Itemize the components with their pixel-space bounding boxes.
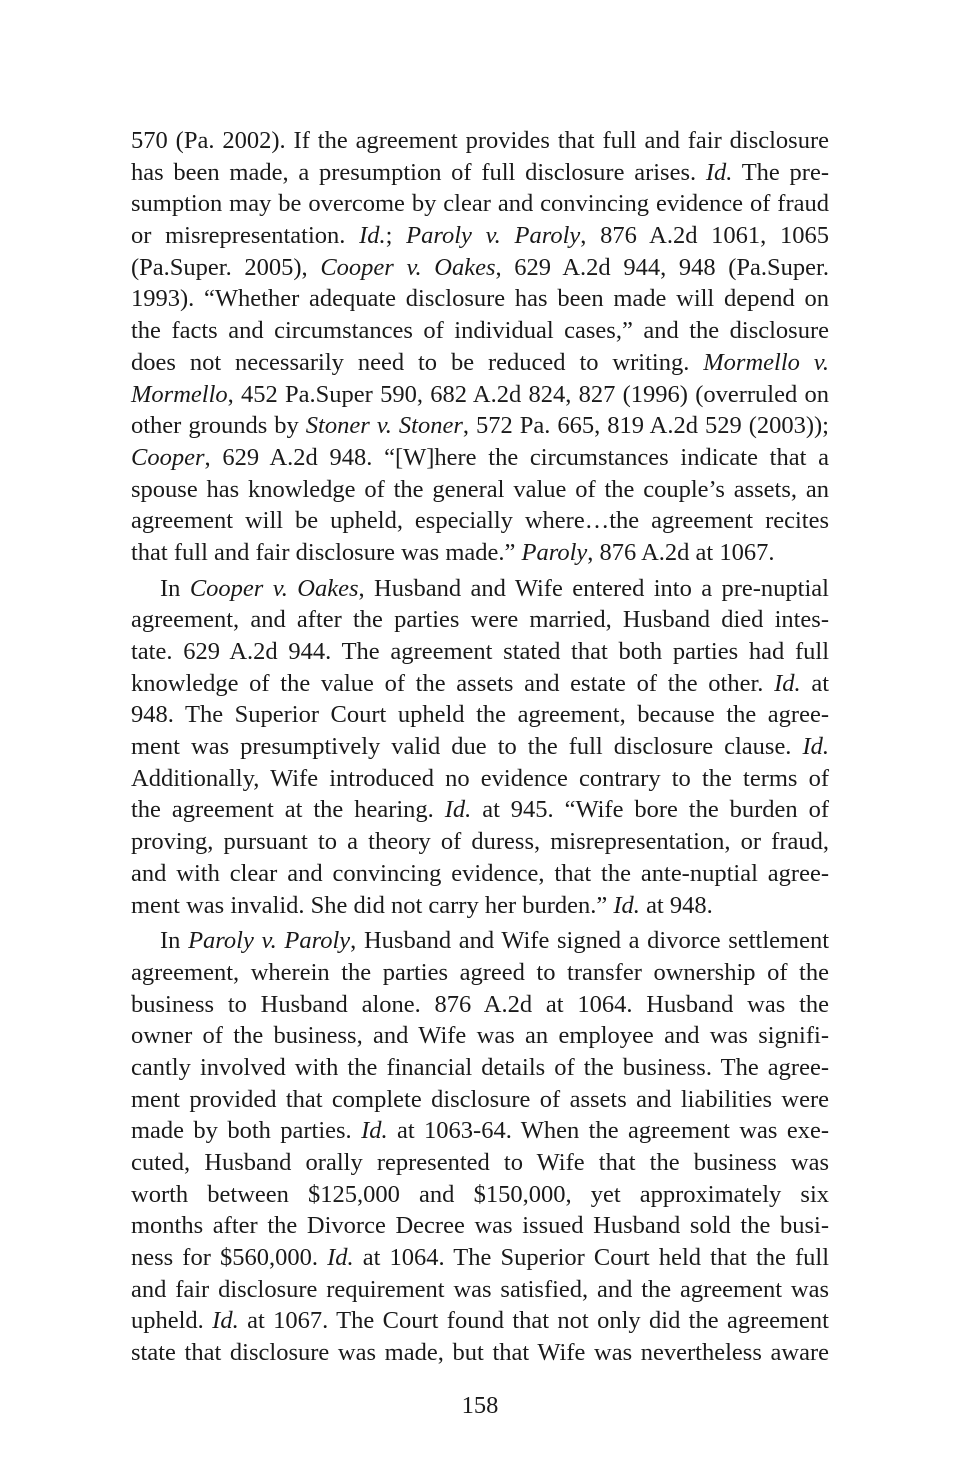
text-line — [131, 699, 829, 731]
text-run: worth between $125,000 and $150,000, yet approximately six — [131, 1180, 829, 1208]
text-run: at 1064. The Superior Court held that the full — [353, 1244, 829, 1272]
paragraph-container — [131, 125, 829, 1369]
text-line — [131, 1020, 829, 1052]
text-run: and fair disclosure requirement was satisfied, and the agreement was — [131, 1275, 829, 1303]
text-line — [131, 1242, 829, 1274]
citation-italic: Id. — [444, 796, 472, 824]
text-run: The pre- — [732, 158, 829, 186]
text-line — [131, 1210, 829, 1242]
text-run: ness for $560,000. — [131, 1244, 328, 1272]
text-run: that full and fair disclosure was made.” — [131, 538, 522, 566]
citation-italic: Cooper v. Oakes — [320, 253, 496, 281]
text-run: Additionally, Wife introduced no evidence contrary to the terms of — [131, 764, 829, 792]
text-line — [131, 220, 829, 252]
text-line — [131, 763, 829, 795]
text-line — [131, 731, 829, 763]
text-line — [131, 1115, 829, 1147]
text-line — [131, 794, 829, 826]
text-run: made by both parties. — [131, 1117, 362, 1145]
text-line — [131, 989, 829, 1021]
text-run: months after the Divorce Decree was issued Husband sold the busi- — [131, 1212, 829, 1240]
text-line — [131, 315, 829, 347]
text-run: , Husband and Wife signed a divorce settlement — [350, 927, 830, 955]
text-line — [131, 1305, 829, 1337]
text-run: at 948. — [639, 891, 713, 919]
text-line — [131, 474, 829, 506]
text-run: at 945. “Wife bore the burden of — [471, 796, 829, 824]
text-run: agreement, and after the parties were married, Husband died intes- — [131, 606, 829, 634]
text-line — [131, 668, 829, 700]
text-run: , 572 Pa. 665, 819 A.2d 529 (2003)); — [462, 412, 829, 440]
text-run: In — [160, 574, 190, 602]
text-run: at 1067. The Court found that not only did the agreement — [238, 1307, 829, 1335]
text-run: ; — [385, 222, 407, 250]
text-run: business to Husband alone. 876 A.2d at 1064. Husband was the — [131, 990, 829, 1018]
text-run: , 452 Pa.Super 590, 682 A.2d 824, 827 (1996) (overruled on — [227, 380, 829, 408]
text-line — [131, 410, 829, 442]
citation-italic: Stoner v. Stoner — [305, 412, 463, 440]
citation-italic: Id. — [327, 1244, 354, 1272]
text-run: In — [160, 927, 189, 955]
text-line — [131, 505, 829, 537]
text-line — [131, 1147, 829, 1179]
text-run: ment was presumptively valid due to the full disclosure clause. — [131, 733, 803, 761]
text-run: state that disclosure was made, but that Wife was nevertheless aware — [131, 1339, 829, 1367]
text-line — [131, 890, 829, 922]
text-line — [131, 188, 829, 220]
citation-italic: Id. — [212, 1307, 239, 1335]
citation-italic: Id. — [359, 222, 386, 250]
text-run: tate. 629 A.2d 944. The agreement stated that both parties had full — [131, 638, 829, 665]
text-run: cantly involved with the financial details of the business. The agree- — [131, 1053, 829, 1081]
citation-italic: Id. — [705, 158, 733, 186]
text-run: and with clear and convincing evidence, that the ante-nuptial agree- — [131, 859, 829, 887]
text-line — [131, 826, 829, 858]
text-run: ment was invalid. She did not carry her burden.” — [131, 891, 614, 919]
text-run: upheld. — [131, 1307, 213, 1335]
text-line — [131, 858, 829, 890]
page-number: 158 — [461, 1392, 499, 1419]
text-line — [131, 1084, 829, 1116]
text-run: cuted, Husband orally represented to Wife that the business was — [131, 1149, 829, 1176]
text-run: , 876 A.2d at 1067. — [587, 538, 775, 566]
text-run: 948. The Superior Court upheld the agreement, because the agree- — [131, 701, 829, 729]
document-body — [131, 125, 829, 1369]
text-run: does not necessarily need to be reduced to writing. — [131, 348, 704, 376]
citation-italic: Paroly v. Paroly — [406, 222, 581, 250]
text-line — [131, 1337, 829, 1369]
text-run: , 629 A.2d 944, 948 (Pa.Super. — [495, 253, 829, 281]
text-run: proving, pursuant to a theory of duress, misrepresentation, or fraud, — [131, 828, 829, 856]
text-run: other grounds by — [131, 412, 306, 440]
text-line — [131, 283, 829, 315]
text-line — [131, 252, 829, 284]
citation-italic: Id. — [774, 669, 801, 697]
text-line — [131, 573, 829, 605]
text-run: 570 (Pa. 2002). If the agreement provides that full and fair disclosure — [131, 127, 829, 154]
citation-italic: Cooper v. Oakes — [189, 574, 359, 602]
text-run: agreement, wherein the parties agreed to transfer ownership of the — [131, 958, 829, 986]
text-line — [131, 537, 829, 569]
text-run: or misrepresentation. — [131, 222, 360, 250]
text-line — [131, 125, 829, 157]
citation-italic: Id. — [613, 891, 640, 919]
text-run: , Husband and Wife entered into a pre-nuptial — [358, 574, 829, 602]
paragraph — [131, 125, 829, 569]
citation-italic: Id. — [802, 733, 829, 761]
text-line — [131, 1052, 829, 1084]
text-line — [131, 157, 829, 189]
citation-italic: Id. — [361, 1117, 388, 1145]
text-line — [131, 1179, 829, 1211]
citation-italic: Paroly v. Paroly — [188, 927, 351, 955]
text-run: at 1063-64. When the agreement was exe- — [387, 1117, 829, 1145]
text-line — [131, 925, 829, 957]
text-run: sumption may be overcome by clear and convincing evidence of fraud — [131, 190, 829, 218]
citation-italic: Mormello — [131, 380, 228, 408]
text-run: agreement will be upheld, especially where…the agreement recites — [131, 507, 829, 535]
paragraph — [131, 573, 829, 922]
text-line — [131, 957, 829, 989]
text-run: at — [800, 669, 829, 697]
text-line — [131, 604, 829, 636]
text-run: , 876 A.2d 1061, 1065 — [580, 222, 830, 250]
text-line — [131, 442, 829, 474]
paragraph — [131, 925, 829, 1369]
text-run: owner of the business, and Wife was an employee and was signifi- — [131, 1022, 829, 1050]
text-run: spouse has knowledge of the general value of the couple’s assets, an — [131, 475, 829, 503]
text-run: the facts and circumstances of individual cases,” and the disclosure — [131, 317, 829, 345]
text-run: ment provided that complete disclosure of assets and liabilities were — [131, 1085, 829, 1113]
citation-italic: Cooper — [131, 443, 205, 471]
citation-italic: Paroly — [521, 538, 588, 566]
text-run: knowledge of the value of the assets and estate of the other. — [131, 669, 775, 697]
text-run: has been made, a presumption of full disclosure arises. — [131, 158, 706, 186]
text-line — [131, 1274, 829, 1306]
text-line — [131, 379, 829, 411]
text-run: 1993). “Whether adequate disclosure has been made will depend on — [131, 285, 829, 313]
text-run: the agreement at the hearing. — [131, 796, 445, 824]
text-line — [131, 636, 829, 668]
citation-italic: Mormello v. — [703, 348, 829, 376]
text-line — [131, 347, 829, 379]
text-run: (Pa.Super. 2005), — [131, 253, 321, 281]
text-run: , 629 A.2d 948. “[W]here the circumstances indicate that a — [204, 443, 829, 471]
